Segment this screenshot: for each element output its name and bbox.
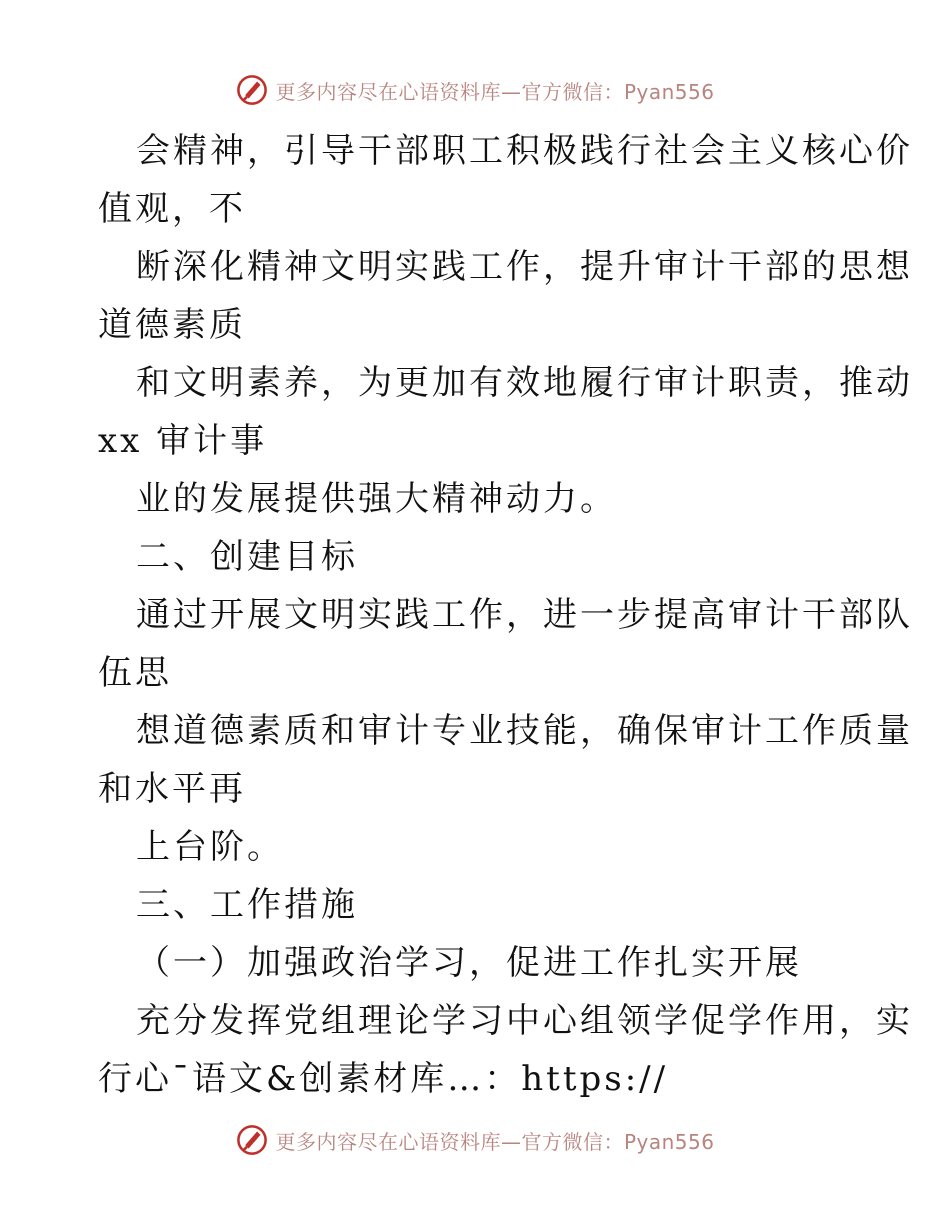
body-line: 充分发挥党组理论学习中心组领学促学作用，实 (136, 1001, 913, 1041)
body-line: 伍思 (98, 653, 172, 693)
section-heading: 三、工作措施 (136, 885, 358, 925)
header-banner (0, 70, 950, 110)
document-body (98, 122, 913, 1108)
brand-logo-icon (235, 73, 269, 107)
footer-banner-text: 更多内容尽在心语资料库—官方微信：Pyan556 (275, 1129, 715, 1154)
footer-banner (0, 1120, 950, 1160)
subsection-heading: （一）加强政治学习，促进工作扎实开展 (136, 943, 802, 983)
body-line: 业的发展提供强大精神动力。 (136, 479, 617, 519)
header-banner-text: 更多内容尽在心语资料库—官方微信：Pyan556 (275, 79, 715, 104)
body-line: xx 审计事 (98, 421, 268, 461)
body-line: 上台阶。 (136, 827, 284, 867)
body-line: 道德素质 (98, 305, 246, 345)
body-line: 行心¯语文&创素材库…：https:// (98, 1059, 669, 1099)
body-line: 值观，不 (98, 189, 246, 229)
body-line: 想道德素质和审计专业技能，确保审计工作质量 (136, 711, 913, 751)
brand-logo-icon (235, 1123, 269, 1157)
body-line: 和文明素养，为更加有效地履行审计职责，推动 (136, 363, 913, 403)
body-line: 会精神，引导干部职工积极践行社会主义核心价 (136, 131, 913, 171)
section-heading: 二、创建目标 (136, 537, 358, 577)
body-line: 和水平再 (98, 769, 246, 809)
body-line: 断深化精神文明实践工作，提升审计干部的思想 (136, 247, 913, 287)
body-line: 通过开展文明实践工作，进一步提高审计干部队 (136, 595, 913, 635)
